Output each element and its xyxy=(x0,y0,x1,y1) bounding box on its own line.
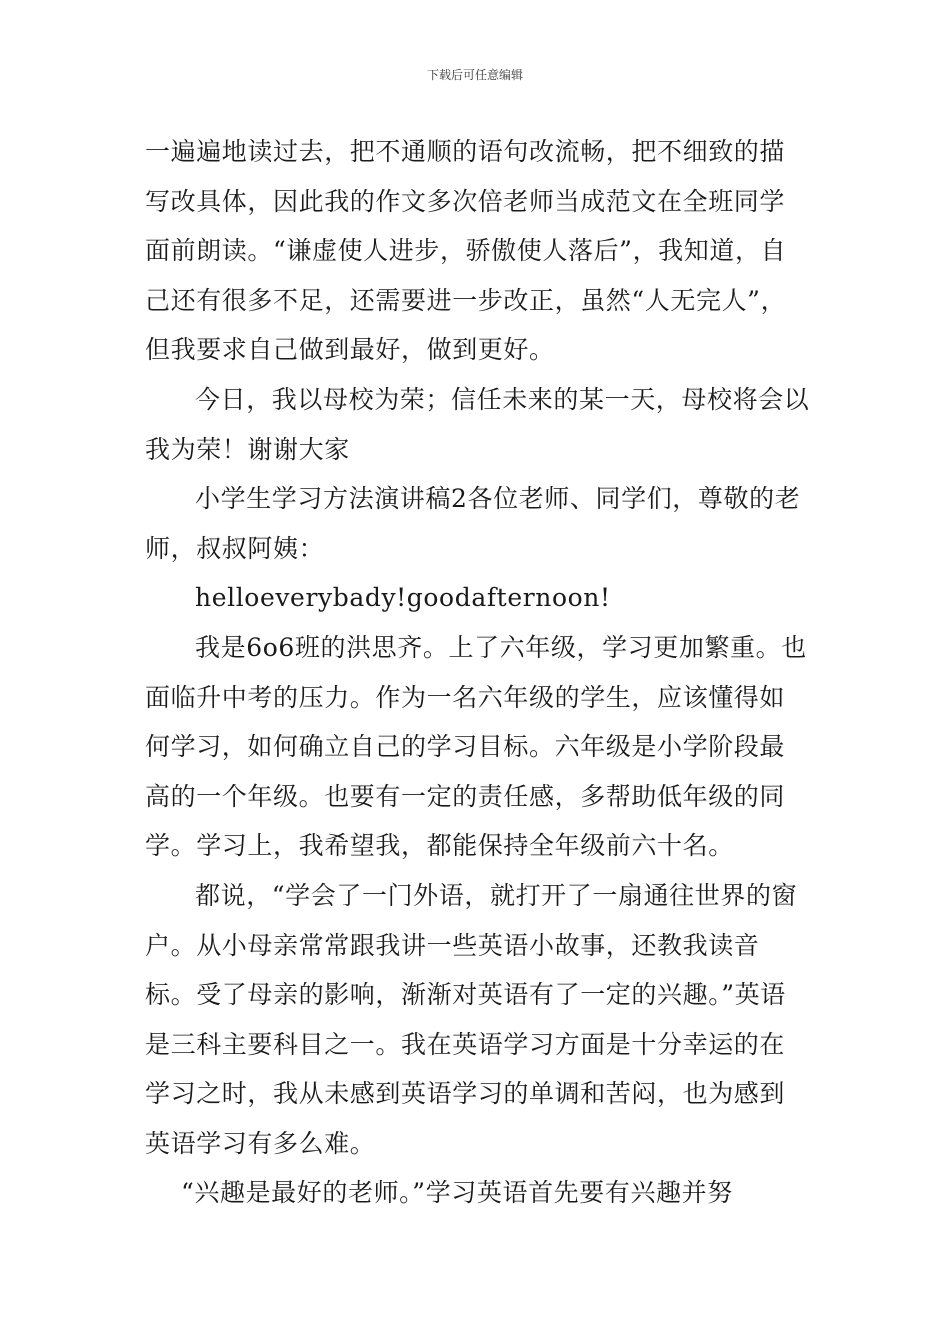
paragraph-speech-title: 小学生学习方法演讲稿2各位老师、同学们，尊敬的老师，叔叔阿姨： xyxy=(145,484,801,563)
paragraph-introduction: 我是6o6班的洪思齐。上了六年级，学习更加繁重。也面临升中考的压力。作为一名六年级的学生，应该懂得如何学习，如何确立自己的学习目标。六年级是小学阶段最高的一个年级。也要有一定的责任感，多帮助低年级的同学。学习上，我希望我，都能保持全年级前六十名。 xyxy=(145,632,807,861)
document-body xyxy=(145,127,810,1218)
paragraph-english-interest: 都说，“学会了一门外语，就打开了一扇通往世界的窗户。从小母亲常常跟我讲一些英语小故事，还教我读音标。受了母亲的影响，渐渐对英语有了一定的兴趣。”英语是三科主要科目之一。我在英语学习方面是十分幸运的在学习之时，我从未感到英语学习的单调和苦闷，也为感到英语学习有多么难。 xyxy=(145,880,798,1158)
paragraph-greeting: helloeverybady!goodafternoon! xyxy=(195,583,611,613)
paragraph-continuation: 一遍遍地读过去，把不通顺的语句改流畅，把不细致的描写改具体，因此我的作文多次倍老师当成范文在全班同学面前朗读。“谦虚使人进步，骄傲使人落后”，我知道，自己还有很多不足，还需要进一步改正，虽然“人无完人”，但我要求自己做到最好，做到更好。 xyxy=(145,137,787,365)
page-header: 下载后可任意编辑 xyxy=(426,68,523,82)
paragraph-closing: 今日，我以母校为荣；信任未来的某一天，母校将会以我为荣！谢谢大家 xyxy=(145,384,810,464)
paragraph-interest-teacher: “兴趣是最好的老师。”学习英语首先要有兴趣并努 xyxy=(181,1178,733,1208)
